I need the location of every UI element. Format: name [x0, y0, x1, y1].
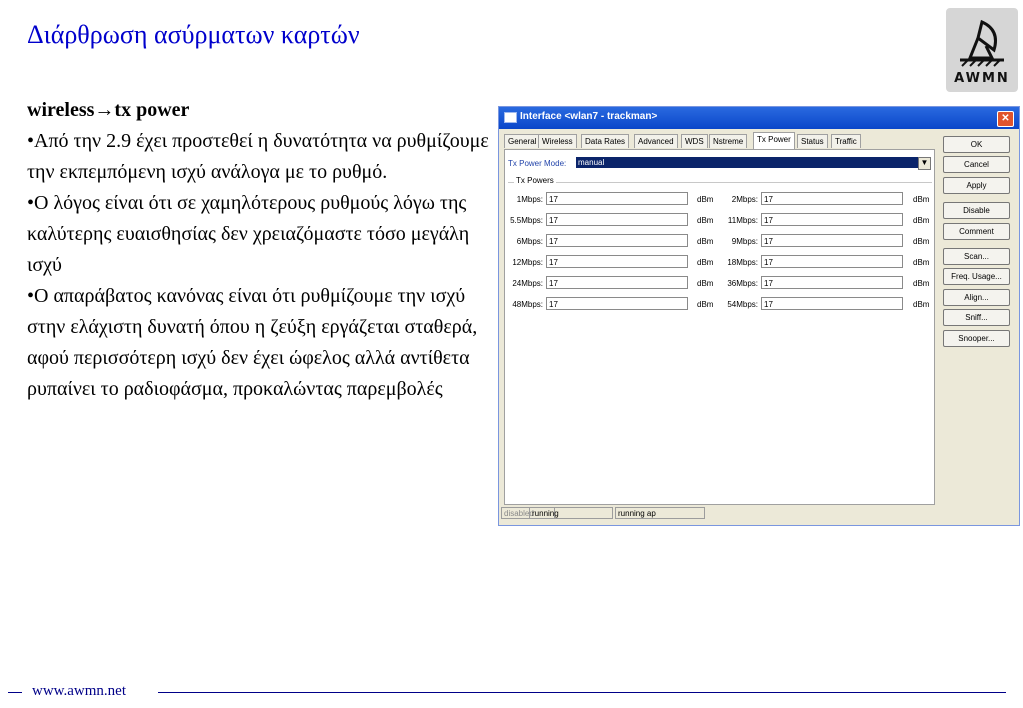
unit-label: dBm — [913, 216, 930, 225]
rate-input[interactable]: 17 — [761, 276, 903, 289]
rate-input[interactable]: 17 — [761, 297, 903, 310]
ok-button[interactable]: OK — [943, 136, 1010, 153]
awmn-logo — [946, 8, 1018, 92]
rate-input[interactable]: 17 — [546, 255, 688, 268]
tab-traffic[interactable]: Traffic — [831, 134, 861, 148]
tab-data-rates[interactable]: Data Rates — [581, 134, 629, 148]
status-running-ap: running ap — [615, 507, 705, 519]
rate-input[interactable]: 17 — [761, 234, 903, 247]
bullet-1: •Από την 2.9 έχει προστεθεί η δυνατότητα να ρυθμίζουμε την εκπεμπόμενη ισχύ ανάλογα με το ρυθμό. — [27, 130, 489, 183]
chevron-down-icon[interactable]: ▼ — [918, 157, 931, 170]
snooper-button[interactable]: Snooper... — [943, 330, 1010, 347]
tab-nstreme[interactable]: Nstreme — [709, 134, 747, 148]
tab-advanced[interactable]: Advanced — [634, 134, 678, 148]
tab-wds[interactable]: WDS — [681, 134, 708, 148]
rate-label: 11Mbps: — [727, 216, 758, 225]
logo-text: AWMN — [954, 71, 1010, 86]
subheading-right: tx power — [114, 99, 190, 121]
rate-input[interactable]: 17 — [546, 297, 688, 310]
unit-label: dBm — [697, 258, 714, 267]
slide-title: Διάρθρωση ασύρματων καρτών — [27, 20, 360, 49]
footer-url[interactable]: www.awmn.net — [32, 683, 127, 699]
rate-input[interactable]: 17 — [546, 192, 688, 205]
unit-label: dBm — [913, 258, 930, 267]
rate-input[interactable]: 17 — [761, 213, 903, 226]
interface-window — [498, 106, 1020, 526]
arrow-icon: → — [94, 99, 115, 121]
rate-label: 18Mbps: — [727, 258, 758, 267]
status-bar — [499, 507, 1019, 521]
rate-label: 48Mbps: — [512, 300, 543, 309]
unit-label: dBm — [913, 300, 930, 309]
rate-label: 36Mbps: — [727, 279, 758, 288]
tab-status[interactable]: Status — [797, 134, 828, 148]
unit-label: dBm — [697, 195, 714, 204]
rate-label: 1Mbps: — [516, 195, 543, 204]
disable-button[interactable]: Disable — [943, 202, 1010, 219]
scan-button[interactable]: Scan... — [943, 248, 1010, 265]
unit-label: dBm — [697, 216, 714, 225]
unit-label: dBm — [913, 279, 930, 288]
unit-label: dBm — [913, 195, 930, 204]
apply-button[interactable]: Apply — [943, 177, 1010, 194]
rate-input[interactable]: 17 — [761, 192, 903, 205]
rate-input[interactable]: 17 — [546, 276, 688, 289]
rate-row — [505, 234, 934, 250]
footer-divider — [158, 692, 1006, 693]
bullet-2: •Ο λόγος είναι ότι σε χαμηλότερους ρυθμούς λόγω της καλύτερης ευαισθησίας δεν χρειαζόμαστε τόσο μεγάλη ισχύ — [27, 192, 470, 276]
status-disabled: disabled — [501, 507, 555, 519]
tab-wireless[interactable]: Wireless — [538, 134, 577, 148]
satellite-dish-icon — [956, 16, 1008, 68]
tx-power-mode-label: Tx Power Mode: — [508, 159, 567, 168]
tx-power-mode-select[interactable]: manual — [576, 157, 918, 168]
rate-row — [505, 213, 934, 229]
subheading-left: wireless — [27, 99, 95, 121]
subheading — [27, 95, 489, 126]
unit-label: dBm — [913, 237, 930, 246]
window-title: Interface <wlan7 - trackman> — [520, 111, 658, 122]
group-divider — [508, 182, 932, 183]
slide-body — [27, 95, 489, 405]
tx-power-panel — [504, 149, 935, 505]
rate-row — [505, 276, 934, 292]
rate-label: 54Mbps: — [727, 300, 758, 309]
sniff-button[interactable]: Sniff... — [943, 309, 1010, 326]
footer-divider-left — [8, 692, 22, 693]
close-button[interactable]: ✕ — [997, 111, 1014, 127]
rate-label: 12Mbps: — [512, 258, 543, 267]
bullet-3: •Ο απαράβατος κανόνας είναι ότι ρυθμίζουμε την ισχύ στην ελάχιστη δυνατή όπου η ζεύξη εργάζεται σταθερά, αφού περισσότερη ισχύ δεν έχει ώφελος αλλά αντίθετα ρυπαίνει το ραδιοφάσμα, προκαλώντας παρεμβολές — [27, 285, 478, 400]
rate-label: 5.5Mbps: — [510, 216, 543, 225]
comment-button[interactable]: Comment — [943, 223, 1010, 240]
tab-tx-power[interactable]: Tx Power — [753, 132, 795, 149]
rate-label: 24Mbps: — [512, 279, 543, 288]
status-running: running — [529, 507, 613, 519]
freq-usage-button[interactable]: Freq. Usage... — [943, 268, 1010, 285]
rate-input[interactable]: 17 — [761, 255, 903, 268]
rate-row — [505, 297, 934, 313]
tab-general[interactable]: General — [504, 134, 540, 148]
rate-label: 9Mbps: — [731, 237, 758, 246]
tx-powers-group-label: Tx Powers — [516, 176, 554, 185]
unit-label: dBm — [697, 237, 714, 246]
window-icon — [504, 112, 517, 123]
rate-input[interactable]: 17 — [546, 234, 688, 247]
window-titlebar[interactable] — [499, 107, 1019, 129]
rate-label: 6Mbps: — [516, 237, 543, 246]
unit-label: dBm — [697, 279, 714, 288]
rate-label: 2Mbps: — [731, 195, 758, 204]
rate-row — [505, 255, 934, 271]
align-button[interactable]: Align... — [943, 289, 1010, 306]
cancel-button[interactable]: Cancel — [943, 156, 1010, 173]
rate-row — [505, 192, 934, 208]
unit-label: dBm — [697, 300, 714, 309]
rate-input[interactable]: 17 — [546, 213, 688, 226]
